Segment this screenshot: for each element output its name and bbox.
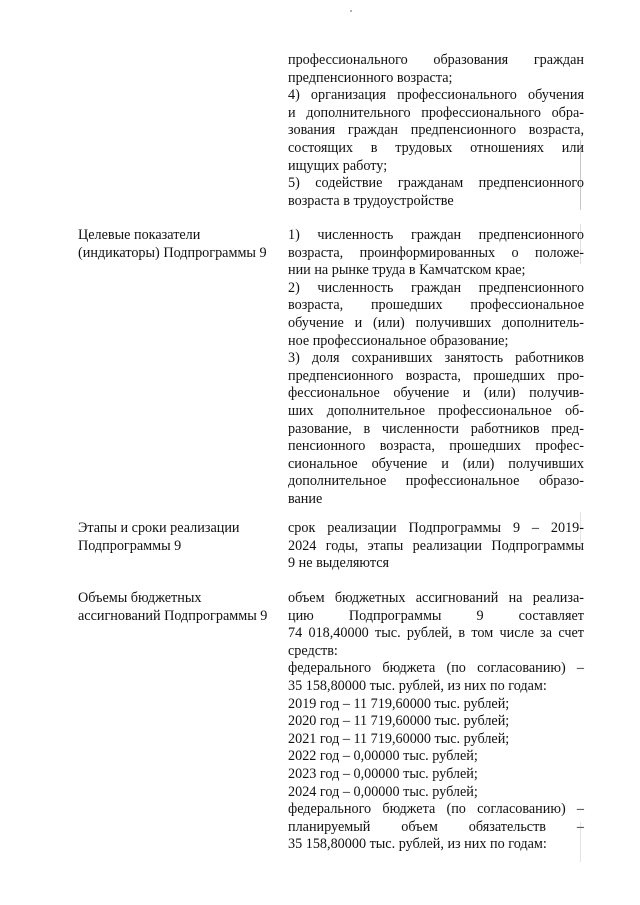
text-line: 5) содействие гражданам предпенсионного: [288, 175, 584, 192]
text-line: ное профессиональное образование;: [288, 332, 509, 349]
text-line: 2) численность граждан предпенсионного: [288, 279, 584, 296]
text-line: 2020 год – 11 719,60000 тыс. рублей;: [288, 713, 510, 730]
text-line: 2019 год – 11 719,60000 тыс. рублей;: [288, 695, 510, 712]
text-line: 35 158,80000 тыс. рублей, из них по годам:: [288, 677, 547, 694]
text-line: 2024 год – 0,00000 тыс. рублей;: [288, 783, 478, 800]
text-line: пенсионного возраста, прошедших профес-: [288, 438, 584, 455]
text-line: ищущих работу;: [288, 157, 388, 174]
text-line: профессионального образования граждан: [288, 52, 584, 68]
text-line: цию Подпрограммы 9 составляет: [288, 607, 584, 624]
text-line: предпенсионного возраста;: [288, 69, 453, 86]
text-line: 4) организация профессионального обучения: [288, 87, 584, 104]
row-label-stages-terms: Этапы и сроки реализации Подпрограммы 9: [78, 520, 240, 554]
text-line: сиональное обучение и (или) получивших: [288, 455, 584, 472]
text-line: 2023 год – 0,00000 тыс. рублей;: [288, 765, 478, 782]
text-line: состоящих в трудовых отношениях или: [288, 139, 584, 156]
row-content: [288, 227, 584, 509]
text-line: ших дополнительное профессиональное об-: [288, 402, 584, 419]
row-content: [288, 590, 584, 854]
row-content: [288, 52, 584, 210]
text-line: 1) численность граждан предпенсионного: [288, 227, 584, 243]
text-line: разование, в численности работников пред-: [288, 420, 584, 437]
text-line: 2022 год – 0,00000 тыс. рублей;: [288, 748, 478, 765]
text-line: возраста в трудоустройстве: [288, 192, 454, 209]
text-line: 9 не выделяются: [288, 555, 390, 572]
text-line: 74 018,40000 тыс. рублей, в том числе за счет: [288, 625, 584, 642]
text-line: объем бюджетных ассигнований на реализа-: [288, 590, 584, 606]
text-line: федерального бюджета (по согласованию) –: [288, 801, 584, 818]
text-line: средств:: [288, 642, 338, 659]
text-line: возраста, проинформированных о положе-: [288, 244, 584, 261]
text-line: 2024 годы, этапы реализации Подпрограммы: [288, 537, 584, 554]
text-line: срок реализации Подпрограммы 9 – 2019-: [288, 520, 584, 536]
text-line: зования граждан предпенсионного возраста,: [288, 122, 584, 139]
text-line: обучение и (или) получивших дополнитель-: [288, 314, 584, 331]
text-line: 35 158,80000 тыс. рублей, из них по годам:: [288, 836, 547, 853]
text-line: планируемый объем обязательств –: [288, 818, 584, 835]
row-label-target-indicators: Целевые показатели (индикаторы) Подпрограммы 9: [78, 227, 267, 261]
text-line: нии на рынке труда в Камчатском крае;: [288, 262, 526, 279]
text-line: дополнительное профессиональное образо-: [288, 473, 584, 490]
text-line: 3) доля сохранивших занятость работников: [288, 350, 584, 367]
text-line: и дополнительного профессионального обра-: [288, 104, 584, 121]
text-line: 2021 год – 11 719,60000 тыс. рублей;: [288, 730, 510, 747]
text-line: возраста, прошедших профессиональное: [288, 297, 584, 314]
text-line: вание: [288, 490, 323, 507]
row-label-budget: Объемы бюджетных ассигнований Подпрограммы 9: [78, 590, 268, 624]
row-content: [288, 520, 584, 573]
text-line: фессиональное обучение и (или) получив-: [288, 385, 584, 402]
text-line: предпенсионного возраста, прошедших про-: [288, 367, 584, 384]
text-line: федерального бюджета (по согласованию) –: [288, 660, 584, 677]
page-scan-mark: [350, 10, 352, 12]
